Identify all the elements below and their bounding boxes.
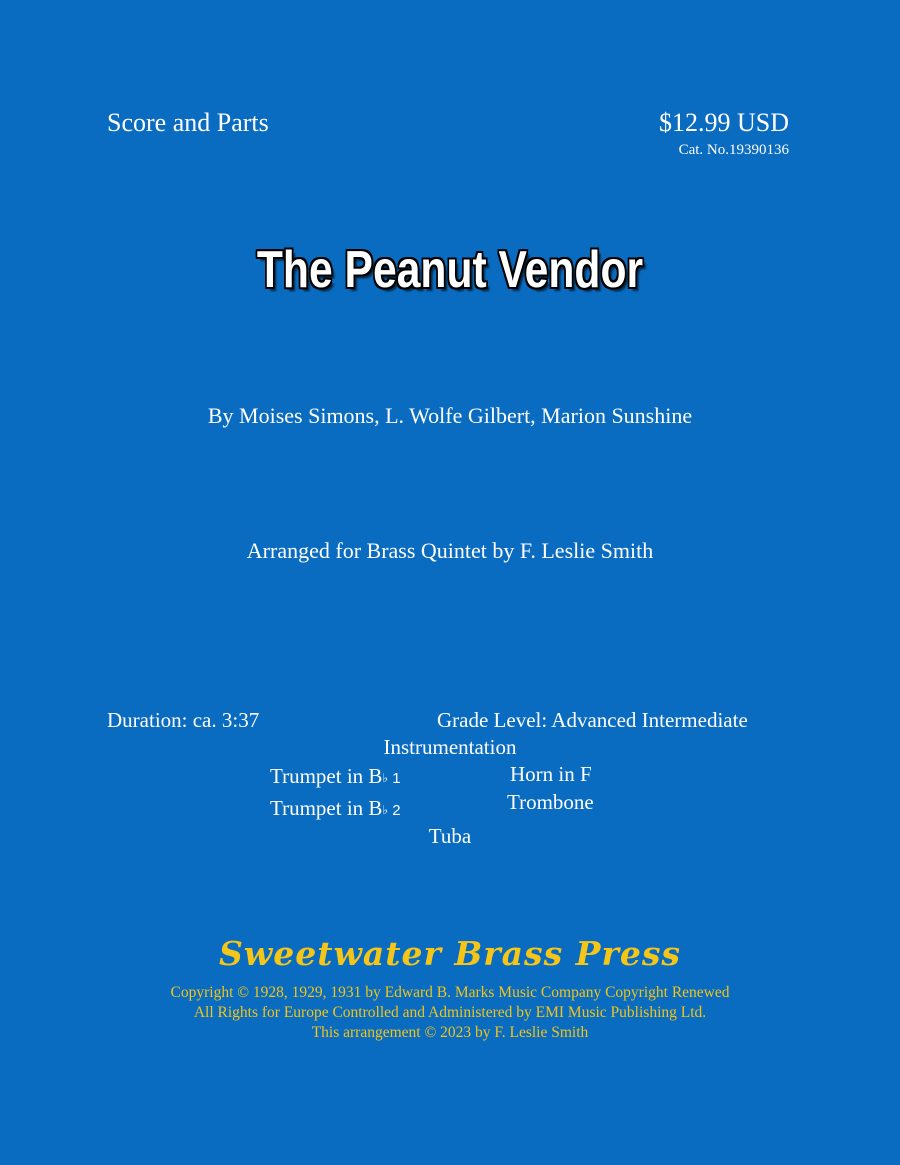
copyright-line: Copyright © 1928, 1929, 1931 by Edward B. Marks Music Company Copyright Renewed [170,984,730,1001]
instrument-name: Trumpet in B [270,764,383,788]
page-title: The Peanut Vendor [256,241,644,299]
instrument-trumpet-1 [270,764,401,789]
flat-symbol: ♭ [382,771,389,785]
instrument-trombone: Trombone [507,790,594,814]
duration-label: Duration: ca. 3:37 [107,708,260,732]
catalog-number: Cat. No.19390136 [678,142,789,158]
publisher-logo: Sweetwater Brass Press [218,934,682,973]
part-number: 1 [388,770,401,787]
flat-symbol: ♭ [382,803,389,817]
price-label: $12.99 USD [658,108,789,137]
edition-label: Score and Parts [107,108,269,137]
instrument-horn: Horn in F [510,762,592,786]
arranger-line: Arranged for Brass Quintet by F. Leslie Smith [246,538,654,563]
instrument-trumpet-2 [270,796,401,821]
grade-level-label: Grade Level: Advanced Intermediate [437,708,748,732]
copyright-line: This arrangement © 2023 by F. Leslie Smith [311,1024,589,1041]
instrument-name: Trumpet in B [270,796,383,820]
composers-line: By Moises Simons, L. Wolfe Gilbert, Marion Sunshine [207,403,693,428]
instrumentation-heading: Instrumentation [383,735,517,759]
part-number: 2 [388,802,401,819]
copyright-line: All Rights for Europe Controlled and Administered by EMI Music Publishing Ltd. [193,1004,707,1021]
instrument-tuba: Tuba [428,824,472,848]
